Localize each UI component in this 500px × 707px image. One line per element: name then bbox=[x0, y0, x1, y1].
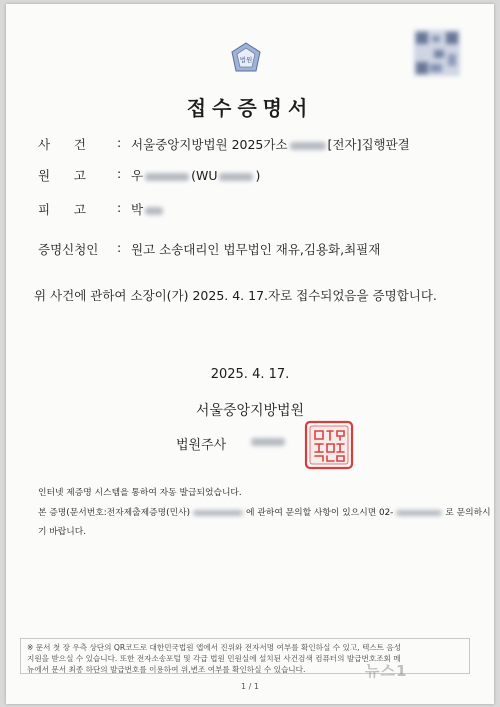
news-watermark: 뉴스1 bbox=[365, 662, 408, 680]
field-label: 사 건 bbox=[38, 137, 86, 152]
page-number: 1 / 1 bbox=[241, 682, 259, 691]
redacted-text bbox=[145, 207, 163, 215]
case-number-prefix: 서울중앙지방법원 2025가소 bbox=[131, 137, 288, 152]
qr-code[interactable] bbox=[414, 30, 460, 76]
field-value bbox=[131, 200, 165, 218]
field-row-applicant bbox=[0, 240, 500, 260]
redacted-text bbox=[219, 173, 253, 181]
defendant-name: 박 bbox=[131, 202, 144, 217]
note-inquiry bbox=[38, 505, 491, 518]
field-row-defendant bbox=[0, 200, 500, 220]
redacted-text bbox=[193, 510, 243, 516]
seal-text: 서울중앙지방법원 bbox=[317, 466, 341, 470]
clerk-name-redacted bbox=[251, 438, 285, 446]
plaintiff-latin-name: (WU bbox=[191, 168, 218, 183]
note-contact: 로 문의하시 bbox=[445, 508, 491, 518]
plaintiff-name: 우 bbox=[131, 168, 144, 183]
notice-line: ※ 문서 첫 장 우측 상단의 QR코드로 대한민국법원 앱에서 진위와 전자서명 여부를 확인하실 수 있고, 텍스트 음성 bbox=[27, 643, 402, 652]
redacted-text bbox=[290, 142, 326, 150]
notice-line: 뉴에서 문서 최종 하단의 발급번호를 이용하여 위,변조 여부를 확인하실 수 있습니다. bbox=[27, 665, 306, 674]
case-type: [전자]집행판결 bbox=[327, 137, 410, 152]
field-value: 원고 소송대리인 법무법인 재유,김용화,최필재 bbox=[131, 242, 381, 257]
clerk-title: 법원주사 bbox=[176, 438, 227, 453]
note-auto-issued: 인터넷 제증명 시스템을 통하여 자동 발급되었습니다. bbox=[38, 488, 242, 498]
notice-line: 지원을 받으실 수 있습니다. 또한 전자소송포털 및 각급 법원 민원실에 설치된 사건검색 컴퓨터의 발급번호조회 메 bbox=[27, 654, 401, 663]
redacted-text bbox=[396, 510, 442, 516]
field-colon: : bbox=[117, 200, 122, 215]
field-label: 증명신청인 bbox=[38, 242, 99, 257]
issue-date: 2025. 4. 17. bbox=[210, 367, 290, 382]
emblem-text: 법원 bbox=[239, 56, 253, 64]
field-value bbox=[131, 166, 260, 184]
redacted-text bbox=[145, 173, 189, 181]
field-colon: : bbox=[117, 240, 122, 255]
field-label: 원 고 bbox=[38, 168, 86, 183]
certification-statement: 위 사건에 관하여 소장이(가) 2025. 4. 17.자로 접수되었음을 증명합니다. bbox=[34, 288, 437, 303]
court-seal-icon bbox=[303, 419, 355, 471]
court-name: 서울중앙지방법원 bbox=[195, 403, 305, 419]
note-doc-number: 본 증명(문서번호:전자제출제증명(민사) bbox=[38, 508, 191, 518]
field-row-case bbox=[0, 135, 500, 155]
field-colon: : bbox=[117, 135, 122, 150]
note-closing: 기 바랍니다. bbox=[38, 527, 87, 537]
field-value bbox=[131, 135, 410, 153]
field-label: 피 고 bbox=[38, 202, 86, 217]
plaintiff-paren-close: ) bbox=[255, 168, 261, 183]
field-colon: : bbox=[117, 166, 122, 181]
note-phone-prefix: 에 관하여 문의할 사항이 있으시면 02- bbox=[246, 508, 394, 518]
court-emblem-icon bbox=[229, 41, 263, 75]
document-title: 접수증명서 bbox=[186, 96, 314, 120]
field-row-plaintiff bbox=[0, 166, 500, 186]
